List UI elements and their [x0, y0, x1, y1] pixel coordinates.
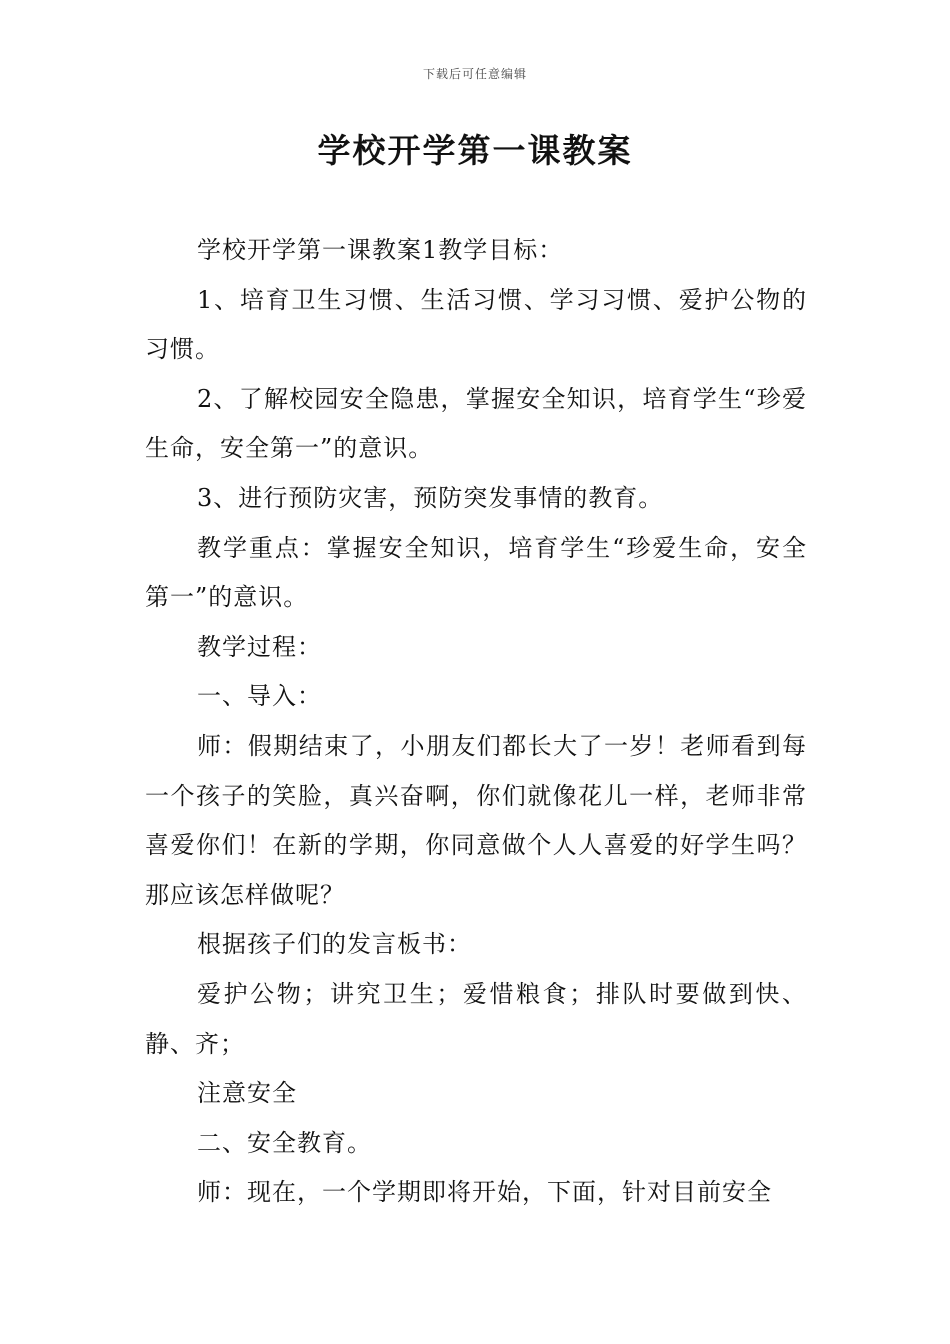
paragraph: 1、培育卫生习惯、生活习惯、学习习惯、爱护公物的习惯。: [145, 285, 807, 364]
document-body: [145, 226, 807, 1218]
paragraph: 二、安全教育。: [197, 1128, 372, 1157]
paragraph: 一、导入：: [197, 682, 322, 711]
paragraph: 注意安全: [197, 1079, 297, 1108]
paragraph: 师：现在，一个学期即将开始，下面，针对目前安全: [197, 1178, 772, 1207]
paragraph: 根据孩子们的发言板书：: [197, 930, 472, 959]
document-title: 学校开学第一课教案: [317, 131, 633, 170]
paragraph: 教学过程：: [197, 632, 322, 661]
paragraph: 3、进行预防灾害，预防突发事情的教育。: [197, 483, 664, 512]
paragraph: 师：假期结束了，小朋友们都长大了一岁！老师看到每一个孩子的笑脸，真兴奋啊，你们就像花儿一样，老师非常喜爱你们！在新的学期，你同意做个人人喜爱的好学生吗？那应该怎样做呢？: [145, 731, 807, 909]
paragraph: 学校开学第一课教案1教学目标：: [197, 236, 564, 264]
header-note: 下载后可任意编辑: [422, 67, 527, 81]
paragraph: 教学重点：掌握安全知识，培育学生“珍爱生命，安全第一”的意识。: [145, 533, 807, 612]
paragraph: 爱护公物；讲究卫生；爱惜粮食；排队时要做到快、静、齐；: [145, 979, 807, 1058]
paragraph: 2、了解校园安全隐患，掌握安全知识，培育学生“珍爱生命，安全第一”的意识。: [145, 384, 807, 463]
